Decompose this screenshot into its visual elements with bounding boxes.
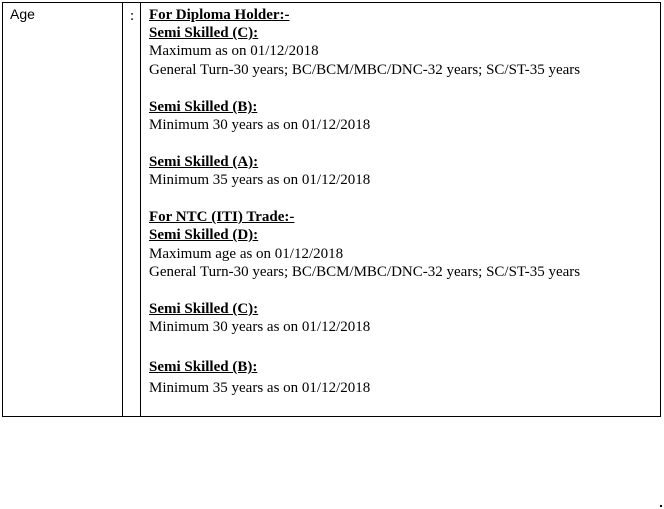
diploma-semi-skilled-c-line2: General Turn-30 years; BC/BCM/MBC/DNC-32 years; SC/ST-35 years [149,62,581,78]
ntc-semi-skilled-d-line1: Maximum age as on 01/12/2018 [149,246,344,262]
diploma-semi-skilled-b-title: Semi Skilled (B): [149,99,258,115]
diploma-semi-skilled-b-line1: Minimum 30 years as on 01/12/2018 [149,117,371,133]
ntc-semi-skilled-b-title: Semi Skilled (B): [149,359,258,375]
diploma-semi-skilled-c-title: Semi Skilled (C): [149,25,259,41]
eligibility-table [2,2,661,417]
ntc-semi-skilled-d-line2: General Turn-30 years; BC/BCM/MBC/DNC-32 years; SC/ST-35 years [149,264,581,280]
row-label: Age [10,6,35,22]
diploma-semi-skilled-a-line1: Minimum 35 years as on 01/12/2018 [149,172,371,188]
ntc-semi-skilled-b-line1: Minimum 35 years as on 01/12/2018 [149,380,371,396]
column-divider [122,3,123,416]
page-mark [660,505,662,507]
ntc-heading: For NTC (ITI) Trade:- [149,209,295,225]
column-divider [140,3,141,416]
diploma-heading: For Diploma Holder:- [149,7,290,23]
diploma-semi-skilled-c-line1: Maximum as on 01/12/2018 [149,43,319,59]
ntc-semi-skilled-c-line1: Minimum 30 years as on 01/12/2018 [149,319,371,335]
ntc-semi-skilled-d-title: Semi Skilled (D): [149,227,259,243]
diploma-semi-skilled-a-title: Semi Skilled (A): [149,154,259,170]
row-separator: : [130,8,135,24]
ntc-semi-skilled-c-title: Semi Skilled (C): [149,301,259,317]
